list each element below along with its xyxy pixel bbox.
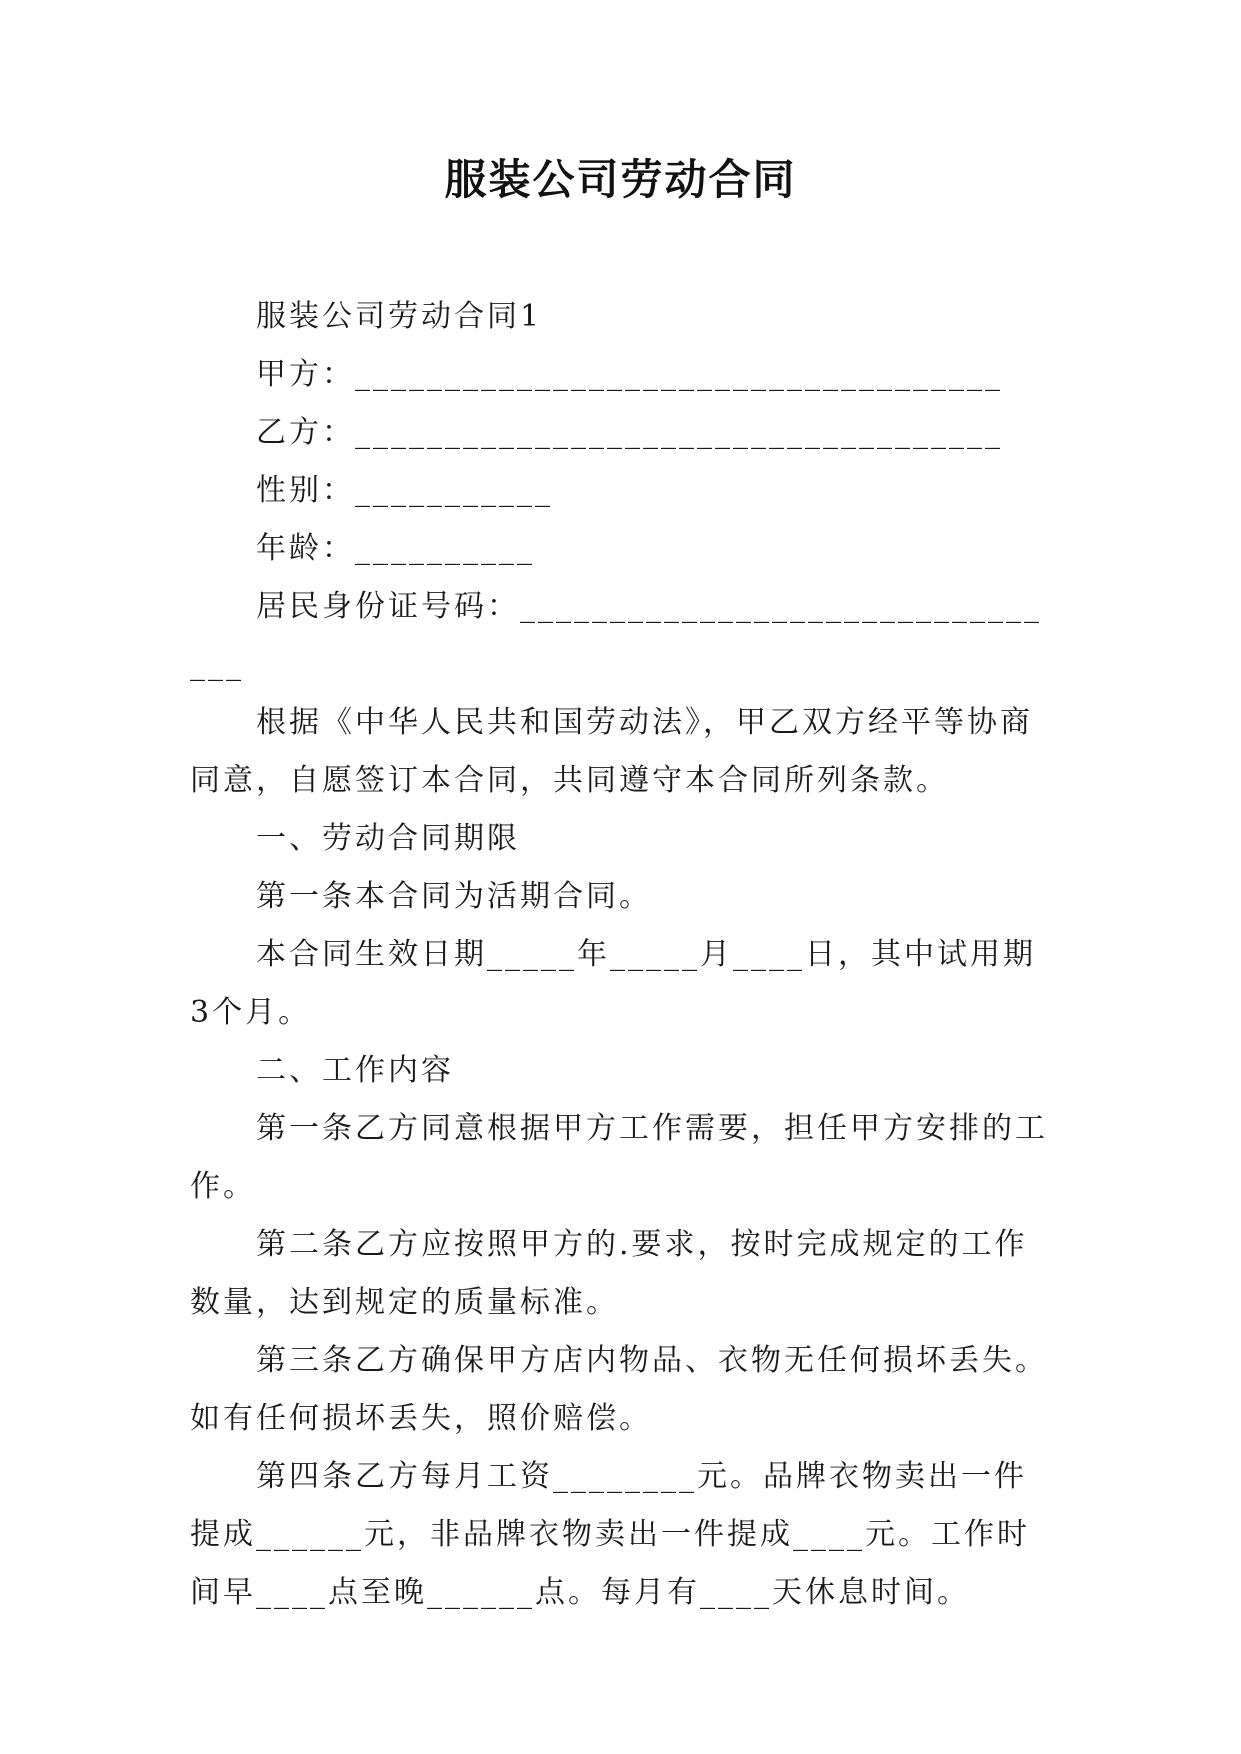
clause-work-2: 第二条乙方应按照甲方的.要求，按时完成规定的工作数量，达到规定的质量标准。 xyxy=(190,1227,1028,1320)
section-heading-term: 一、劳动合同期限 xyxy=(256,821,520,856)
section-heading-work: 二、工作内容 xyxy=(256,1053,454,1088)
clause-term-1: 第一条本合同为活期合同。 xyxy=(256,879,652,914)
age-field: 年龄：__________ xyxy=(256,531,535,566)
clause-work-1: 第一条乙方同意根据甲方工作需要，担任甲方安排的工作。 xyxy=(190,1111,1048,1204)
document-body xyxy=(190,288,1050,1622)
party-a-field: 甲方：____________________________________ xyxy=(256,357,1003,392)
clause-work-4: 第四条乙方每月工资________元。品牌衣物卖出一件提成______元，非品牌衣物卖出一件提成____元。工作时间早____点至晚______点。每月有____天休息时间。 xyxy=(190,1459,1030,1610)
contract-heading: 服装公司劳动合同1 xyxy=(256,299,543,334)
clause-effective-date: 本合同生效日期_____年_____月____日，其中试用期3个月。 xyxy=(190,937,1036,1030)
gender-field: 性别：___________ xyxy=(256,473,553,508)
party-b-field: 乙方：____________________________________ xyxy=(256,415,1003,450)
document-title: 服装公司劳动合同 xyxy=(444,155,797,204)
clause-work-3: 第三条乙方确保甲方店内物品、衣物无任何损坏丢失。如有任何损坏丢失，照价赔偿。 xyxy=(190,1343,1048,1436)
preamble-paragraph: 根据《中华人民共和国劳动法》，甲乙双方经平等协商同意，自愿签订本合同，共同遵守本合同所列条款。 xyxy=(190,705,1033,798)
id-number-field: 居民身份证号码：________________________________ xyxy=(190,589,1042,682)
